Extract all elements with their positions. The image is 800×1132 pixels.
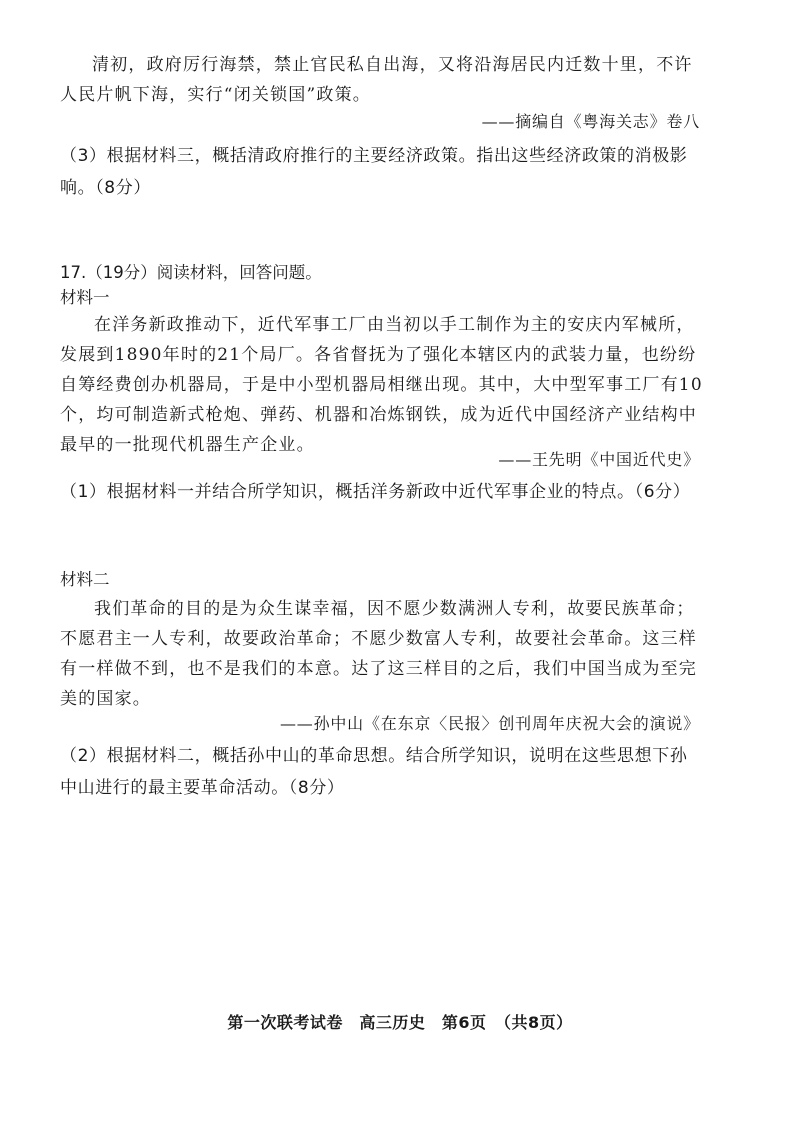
material3-source: ——摘编自《粤海关志》卷八 — [481, 112, 700, 131]
question3-line: 响。（8分） — [60, 178, 151, 198]
material2-line: 美的国家。 — [60, 689, 151, 709]
material2-line: 我们革命的目的是为众生谋幸福，因不愿少数满洲人专利，故要民族革命； — [94, 599, 695, 619]
question2-line: 中山进行的最主要革命活动。（8分） — [60, 778, 345, 798]
material2-source: ——孙中山《在东京〈民报〉创刊周年庆祝大会的演说》 — [279, 714, 700, 733]
page-footer: 第一次联考试卷 高三历史 第6页 （共8页） — [227, 1013, 573, 1032]
material2-text — [60, 594, 700, 714]
material1-source: ——王先明《中国近代史》 — [498, 450, 700, 469]
material1-line: 在洋务新政推动下，近代军事工厂由当初以手工制作为主的安庆内军械所， — [94, 315, 695, 335]
material2-line: 不愿君主一人专利，故要政治革命；不愿少数富人专利，故要社会革命。这三样 — [60, 629, 697, 649]
material3-line: 人民片帆下海，实行“闭关锁国”政策。 — [60, 85, 371, 105]
material2-label: 材料二 — [60, 570, 110, 589]
material1-text — [60, 310, 703, 460]
question2-line: （2）根据材料二，概括孙中山的革命思想。结合所学知识，说明在这些思想下孙 — [60, 746, 688, 766]
q17-header: 17.（19分）阅读材料，回答问题。 — [60, 263, 322, 282]
material1-line: 自筹经费创办机器局，于是中小型机器局相继出现。其中，大中型军事工厂有10 — [60, 375, 703, 395]
question3-line: （3）根据材料三，概括清政府推行的主要经济政策。指出这些经济政策的消极影 — [60, 146, 688, 166]
material2-line: 有一样做不到，也不是我们的本意。达了这三样目的之后，我们中国当成为至完 — [60, 659, 697, 679]
material1-line: 个，均可制造新式枪炮、弹药、机器和冶炼钢铁，成为近代中国经济产业结构中 — [60, 405, 697, 425]
question1: （1）根据材料一并结合所学知识，概括洋务新政中近代军事企业的特点。（6分） — [60, 482, 691, 502]
material1-label: 材料一 — [60, 288, 110, 307]
material3-text — [60, 50, 700, 110]
question3 — [60, 140, 700, 204]
material1-line: 最早的一批现代机器生产企业。 — [60, 435, 315, 455]
question2 — [60, 740, 700, 804]
material1-line: 发展到1890年时的21个局厂。各省督抚为了强化本辖区内的武装力量，也纷纷 — [60, 345, 697, 365]
material3-line: 清初，政府厉行海禁，禁止官民私自出海，又将沿海居民内迁数十里，不许 — [92, 55, 693, 75]
